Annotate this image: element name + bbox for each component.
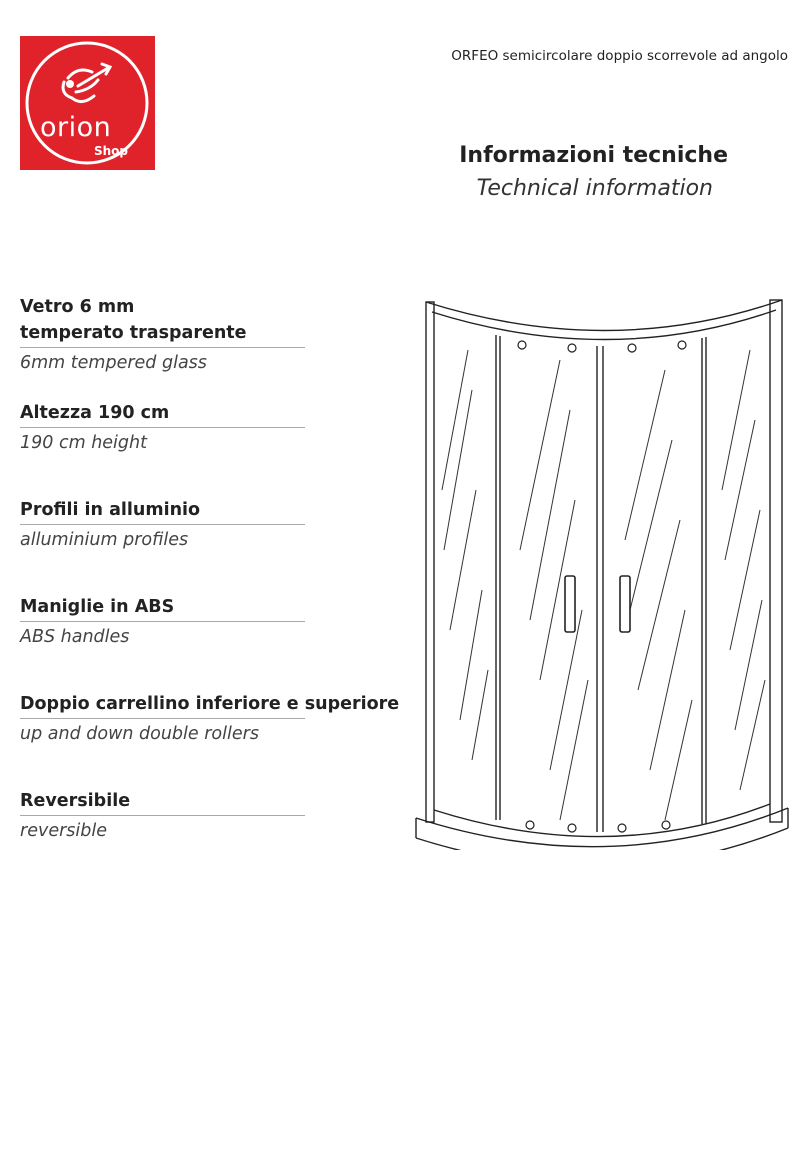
- spec-title: Vetro 6 mm temperato trasparente: [20, 294, 305, 348]
- left-handle: [565, 576, 575, 632]
- spec-item: [20, 497, 305, 594]
- right-handle: [620, 576, 630, 632]
- orion-emblem-icon: [20, 36, 155, 170]
- spec-item: [20, 594, 305, 691]
- page-subtitle: Technical information: [476, 176, 713, 201]
- spec-translation: reversible: [20, 821, 107, 841]
- brand-logo: [20, 36, 155, 170]
- spec-title: Altezza 190 cm: [20, 400, 305, 428]
- right-post: [770, 300, 782, 822]
- spec-translation: 190 cm height: [20, 433, 147, 453]
- shower-enclosure-drawing: [410, 290, 790, 850]
- product-name: ORFEO semicircolare doppio scorrevole ad angolo: [451, 48, 788, 64]
- spec-title: Reversibile: [20, 788, 305, 816]
- spec-item: [20, 691, 400, 788]
- spec-translation: 6mm tempered glass: [20, 353, 207, 373]
- left-post: [426, 302, 434, 822]
- spec-list: [20, 294, 400, 885]
- spec-translation: ABS handles: [20, 627, 130, 647]
- spec-title: Maniglie in ABS: [20, 594, 305, 622]
- spec-item: [20, 294, 305, 400]
- page-title: Informazioni tecniche: [459, 143, 728, 168]
- spec-translation: alluminium profiles: [20, 530, 189, 550]
- spec-item: [20, 788, 305, 885]
- spec-item: [20, 400, 305, 497]
- spec-title: Doppio carrellino inferiore e superiore: [20, 691, 305, 719]
- top-frame: [426, 300, 782, 331]
- spec-translation: up and down double rollers: [20, 724, 259, 744]
- spec-title: Profili in alluminio: [20, 497, 305, 525]
- shower-tray: [416, 808, 788, 847]
- brand-sub: Shop: [94, 144, 129, 158]
- brand-name: orion: [40, 112, 112, 143]
